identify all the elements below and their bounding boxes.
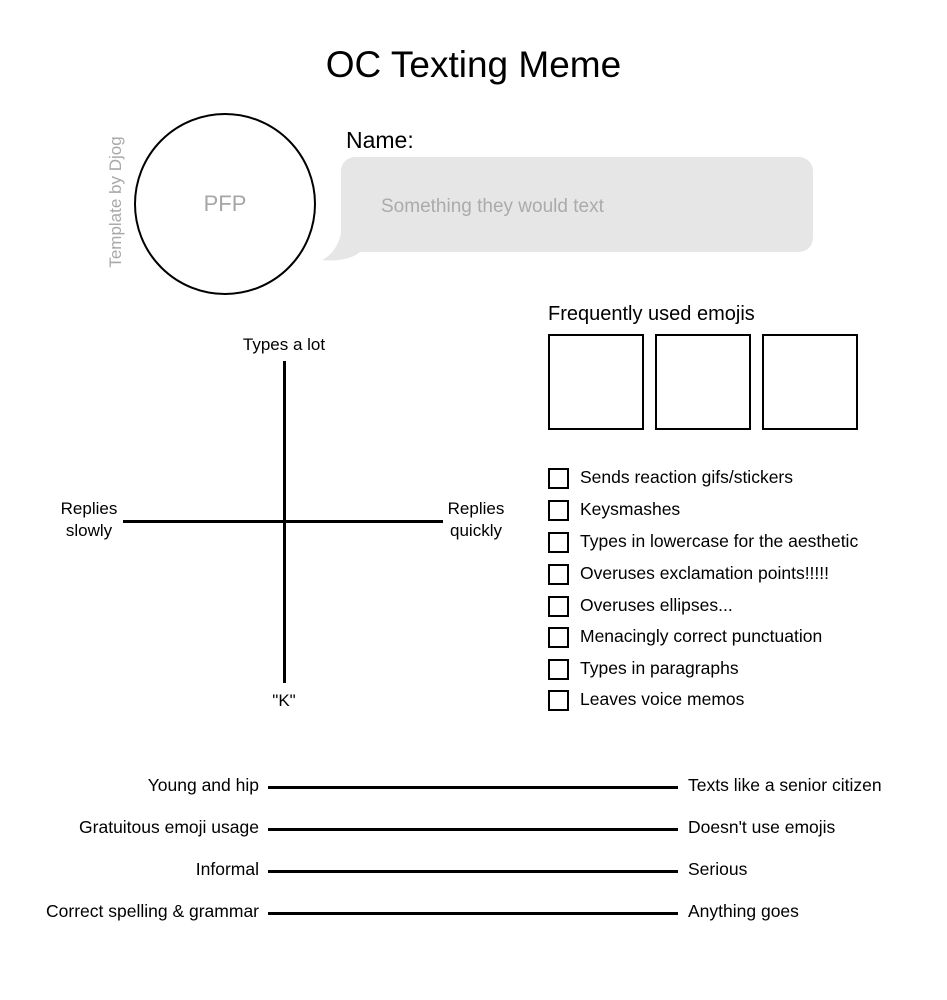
name-label: Name: [346,127,414,153]
checkbox-paragraphs[interactable] [548,659,569,680]
checkbox-label: Menacingly correct punctuation [580,626,823,646]
slider-right-label: Serious [688,859,748,879]
slider-right-label: Texts like a senior citizen [688,775,882,795]
emoji-slot-3[interactable] [762,334,858,430]
profile-picture-circle[interactable] [134,113,316,295]
checkbox-ellipses[interactable] [548,596,569,617]
checkbox-lowercase[interactable] [548,532,569,553]
checkbox-punctuation[interactable] [548,627,569,648]
emoji-slot-1[interactable] [548,334,644,430]
slider-track-formality[interactable] [268,870,678,873]
slider-left-label: Informal [195,859,259,879]
checkbox-label: Types in lowercase for the aesthetic [580,531,859,551]
checkbox-label: Keysmashes [580,499,681,519]
slider-left-label: Gratuitous emoji usage [79,817,259,837]
checkbox-exclamation[interactable] [548,564,569,585]
checkbox-label: Sends reaction gifs/stickers [580,467,794,487]
emojis-title: Frequently used emojis [548,303,755,325]
slider-left-label: Correct spelling & grammar [46,901,259,921]
slider-track-spelling[interactable] [268,912,678,915]
checkbox-voice-memos[interactable] [548,690,569,711]
checkbox-reaction-gifs[interactable] [548,468,569,489]
quadrant-left-label: Replies slowly [60,499,118,540]
checkbox-label: Overuses ellipses... [580,595,733,615]
slider-track-age[interactable] [268,786,678,789]
quadrant-bottom-label: "K" [272,691,296,710]
template-credit: Template by Djog [106,136,125,268]
checkbox-keysmashes[interactable] [548,500,569,521]
quadrant-top-label: Types a lot [242,335,326,354]
page-title: OC Texting Meme [325,44,622,85]
slider-left-label: Young and hip [147,775,259,795]
quadrant-right-label: Replies quickly [447,499,505,540]
pfp-label: PFP [203,191,247,216]
checkbox-label: Leaves voice memos [580,689,745,709]
speech-bubble-placeholder: Something they would text [381,196,604,217]
checkbox-label: Types in paragraphs [580,658,739,678]
slider-right-label: Doesn't use emojis [688,817,836,837]
slider-track-emoji[interactable] [268,828,678,831]
slider-right-label: Anything goes [688,901,799,921]
checkbox-label: Overuses exclamation points!!!!! [580,563,829,583]
emoji-slot-2[interactable] [655,334,751,430]
quadrant-horizontal-axis [123,520,443,523]
